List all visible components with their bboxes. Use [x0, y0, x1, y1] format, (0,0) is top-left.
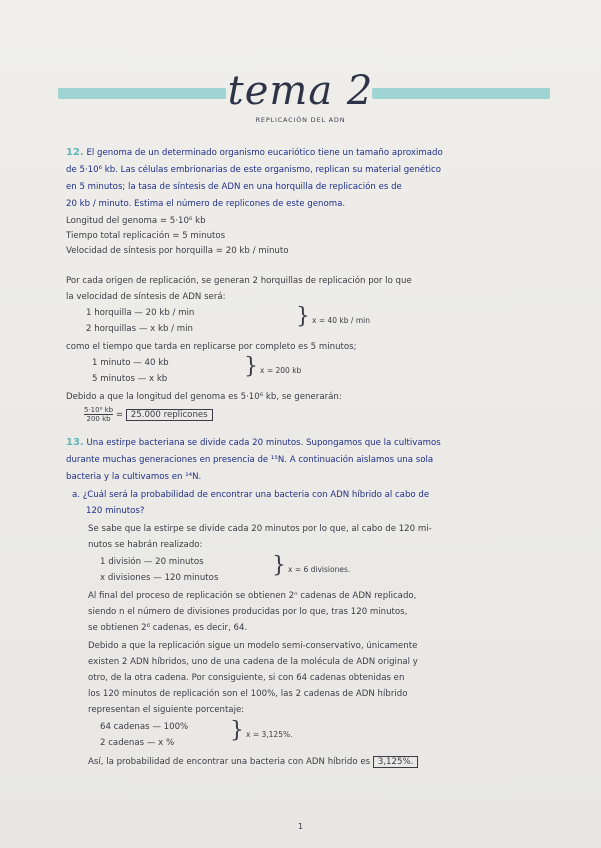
q12-fraction: $\frac{\text{5·10⁶ kb}}{200 kb}$	[84, 406, 114, 423]
q12-explain-2: como el tiempo que tarda en replicarse por completo es 5 minutos;	[66, 342, 357, 352]
q13-question-a-1: a. ¿Cuál será la probabilidad de encontrar una bacteria con ADN híbrido al cabo de	[72, 490, 430, 500]
q13-explain5-5: representan el siguiente porcentaje:	[88, 705, 245, 715]
q13-statement-1: 13. Una estirpe bacteriana se divide cada 20 minutos. Supongamos que la cultivamos	[66, 437, 441, 448]
page-subtitle: REPLICACIÓN DEL ADN	[255, 116, 346, 124]
q12-data-2: Tiempo total replicación = 5 minutos	[66, 231, 226, 241]
q13-rule4-row2: 2 cadenas — x %	[100, 738, 175, 748]
brace: }	[230, 718, 244, 743]
q13-final-answer-box: 3,125%.	[373, 756, 419, 768]
q12-rule2-result: x = 200 kb	[260, 366, 302, 375]
q13-explain4-2: siendo n el número de divisiones producidas por lo que, tras 120 minutos,	[88, 607, 408, 617]
q12-data-3: Velocidad de síntesis por horquilla = 20 kb / minuto	[66, 246, 289, 256]
q12-result-row: $\frac{\text{5·10⁶ kb}}{200 kb}$ = 25.000 replicones	[84, 406, 213, 423]
q13-statement-2: durante muchas generaciones en presencia de ¹⁵N. A continuación aislamos una sola	[66, 455, 434, 465]
q12-statement-3: en 5 minutos; la tasa de síntesis de ADN en una horquilla de replicación es de	[66, 182, 402, 192]
q12-number: 12.	[66, 147, 84, 158]
q13-explain4-1: Al final del proceso de replicación se obtienen 2ⁿ cadenas de ADN replicado,	[88, 591, 417, 601]
q12-statement-1: 12. El genoma de un determinado organismo eucariótico tiene un tamaño aproximado	[66, 147, 443, 158]
q13-statement-3: bacteria y la cultivamos en ¹⁴N.	[66, 472, 202, 482]
q13-explain5-4: los 120 minutos de replicación son el 100%, las 2 cadenas de ADN híbrido	[88, 689, 408, 699]
brace: }	[272, 553, 286, 578]
page-title: tema 2	[227, 68, 374, 114]
q13-question-a-2: 120 minutos?	[86, 506, 145, 516]
q12-explain-1b: la velocidad de síntesis de ADN será:	[66, 292, 226, 302]
q13-rule4-row1: 64 cadenas — 100%	[100, 722, 189, 732]
q12-rule2-row2: 5 minutos — x kb	[92, 374, 168, 384]
q12-rule1-row2: 2 horquillas — x kb / min	[86, 324, 193, 334]
q12-rule2-row1: 1 minuto — 40 kb	[92, 358, 169, 368]
q13-rule3-row2: x divisiones — 120 minutos	[100, 573, 219, 583]
brace: }	[244, 354, 258, 379]
q12-rule1-result: x = 40 kb / min	[312, 316, 370, 325]
q12-explain-3: Debido a que la longitud del genoma es 5·10⁶ kb, se generarán:	[66, 392, 342, 402]
q12-statement-4: 20 kb / minuto. Estima el número de replicones de este genoma.	[66, 199, 346, 209]
q13-explain5-3: otro, de la otra cadena. Por consiguiente, si con 64 cadenas obtenidas en	[88, 673, 405, 683]
q13-explain5-2: existen 2 ADN híbridos, uno de una cadena de la molécula de ADN original y	[88, 657, 418, 667]
q13-number: 13.	[66, 437, 84, 448]
q13-conclusion-row	[88, 756, 418, 768]
q12-explain-1a: Por cada origen de replicación, se generan 2 horquillas de replicación por lo que	[66, 276, 412, 286]
q13-answer-1: Se sabe que la estirpe se divide cada 20 minutos por lo que, al cabo de 120 mi-	[88, 524, 432, 534]
q13-answer-2: nutos se habrán realizado:	[88, 540, 203, 550]
page-number: 1	[297, 822, 304, 831]
q13-conclusion: Así, la probabilidad de encontrar una bacteria con ADN híbrido es	[88, 757, 371, 767]
q12-data-1: Longitud del genoma = 5·10⁶ kb	[66, 216, 206, 226]
q12-statement-2: de 5·10⁶ kb. Las células embrionarias de este organismo, replican su material genético	[66, 165, 441, 175]
brace: }	[296, 304, 310, 329]
q13-rule3-result: x = 6 divisiones.	[288, 565, 351, 574]
q12-answer-box: 25.000 replicones	[126, 409, 213, 421]
q13-rule4-result: x = 3,125%.	[246, 730, 293, 739]
q13-explain5-1: Debido a que la replicación sigue un modelo semi-conservativo, únicamente	[88, 641, 418, 651]
q13-explain4-3: se obtienen 2⁶ cadenas, es decir, 64.	[88, 623, 248, 633]
q13-rule3-row1: 1 división — 20 minutos	[100, 557, 204, 567]
q12-rule1-row1: 1 horquilla — 20 kb / min	[86, 308, 195, 318]
